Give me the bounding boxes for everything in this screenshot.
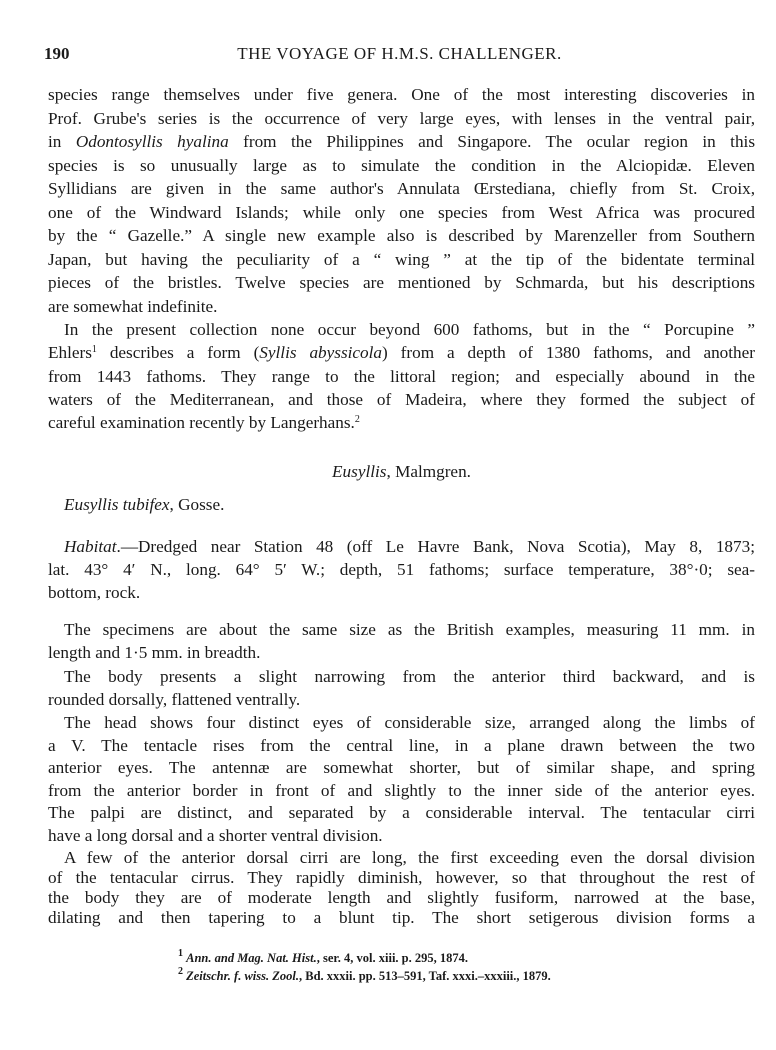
text-run: one of the Windward Islands; while only one species from West Africa was procured [48, 202, 755, 222]
text-line [48, 735, 755, 758]
text-run: rounded dorsally, flattened ventrally. [48, 689, 301, 709]
paragraph-habitat [48, 535, 755, 604]
text-run: anterior eyes. The antennæ are somewhat shorter, but of similar shape, and spring [48, 758, 755, 777]
paragraph-body [48, 666, 755, 711]
text-run: length and 1·5 mm. in breadth. [48, 642, 261, 662]
text-line [48, 581, 755, 604]
italic-text: Habitat [64, 537, 117, 556]
text-line [48, 460, 755, 483]
text-run: lat. 43° 4′ N., long. 64° 5′ W.; depth, 51 fathoms; surface temperature, 38°·0; sea- [48, 560, 755, 579]
text-run: The body presents a slight narrowing from the anterior third backward, and is [64, 667, 755, 686]
text-run: A few of the anterior dorsal cirri are long, the first exceeding even the dorsal division [64, 848, 755, 867]
text-line [48, 868, 755, 888]
text-line [48, 825, 755, 848]
italic-text: Zeitschr. f. wiss. Zool. [186, 969, 299, 983]
text-run: from the anterior border in front of and slightly to the inner side of the anterior eyes. [48, 780, 755, 800]
text-line [48, 341, 755, 364]
paragraph-intro [48, 83, 755, 318]
text-line [48, 780, 755, 803]
text-run: , ser. 4, vol. xiii. p. 295, 1874. [316, 951, 469, 965]
text-run: waters of the Mediterranean, and those of Madeira, where they formed the subject of [48, 389, 755, 409]
text-line [48, 201, 755, 225]
genus-heading [48, 460, 755, 483]
text-run: by the “ Gazelle.” A single new example also is described by Marenzeller from Southern [48, 226, 755, 245]
italic-text: Eusyllis [332, 462, 387, 481]
italic-text: Syllis abyssicola [259, 343, 383, 363]
footnote-marker: 2 [354, 414, 360, 426]
text-run: .—Dredged near Station 48 (off Le Havre Bank, Nova Scotia), May 8, 1873; [116, 537, 755, 556]
text-line [48, 666, 755, 689]
text-run: , Malmgren. [386, 462, 471, 481]
footnote [178, 949, 468, 967]
text-run: a V. The tentacle rises from the central line, in a plane drawn between the two [48, 735, 755, 755]
text-run: Syllidians are given in the same author's Annulata Œrstediana, chiefly from St. Croix, [48, 179, 755, 198]
footnote-marker: 2 [178, 966, 183, 977]
text-line [48, 107, 755, 131]
text-run: ) from a depth of 1380 fathoms, and another [382, 343, 755, 363]
text-run: The specimens are about the same size as the British examples, measuring 11 mm. in [64, 620, 755, 639]
text-line [48, 619, 755, 642]
text-line [48, 757, 755, 780]
text-line [48, 493, 755, 516]
text-run: species is so unusually large as to simulate the condition in the Alciopidæ. Eleven [48, 155, 755, 175]
text-run: , Bd. xxxii. pp. 513–591, Taf. xxxi.–xxxiii., 1879. [298, 969, 551, 983]
text-run: are somewhat indefinite. [48, 296, 218, 316]
paragraph-distribution [48, 318, 755, 434]
italic-text: Eusyllis tubifex [64, 495, 170, 514]
text-line [48, 271, 755, 295]
text-run: dilating and then tapering to a blunt tip. The short setigerous division forms a [48, 908, 755, 927]
text-line [48, 848, 755, 868]
running-title: THE VOYAGE OF H.M.S. CHALLENGER. [237, 44, 562, 63]
text-run: Prof. Grube's series is the occurrence of very large eyes, with lenses in the ventral pair, [48, 108, 755, 128]
italic-text: Odontosyllis hyalina [75, 132, 229, 151]
text-line [48, 888, 755, 908]
text-run: from 1443 fathoms. They range to the littoral region; and especially abound in the [48, 366, 755, 386]
italic-text: Ann. and Mag. Nat. Hist. [186, 951, 317, 965]
paragraph-head [48, 712, 755, 847]
text-run: pieces of the bristles. Twelve species are mentioned by Schmarda, but his descriptions [48, 273, 755, 292]
text-line [48, 411, 755, 434]
text-line [48, 388, 755, 411]
text-run: have a long dorsal and a shorter ventral division. [48, 825, 383, 845]
text-line [48, 248, 755, 272]
footnote-marker: 1 [91, 344, 97, 356]
text-run: The head shows four distinct eyes of considerable size, arranged along the limbs of [64, 713, 755, 732]
text-line [48, 908, 755, 928]
text-run: describes a form ( [96, 343, 260, 363]
paragraph-cirri [48, 848, 755, 928]
text-run: from the Philippines and Singapore. The ocular region in this [228, 132, 756, 151]
text-line [48, 558, 755, 581]
text-run: The palpi are distinct, and separated by a considerable interval. The tentacular cirri [48, 803, 755, 822]
text-line [48, 712, 755, 735]
page-number: 190 [44, 44, 70, 63]
text-run: bottom, rock. [48, 583, 141, 602]
text-run: species range themselves under five genera. One of the most interesting discoveries in [48, 85, 755, 104]
text-line [48, 295, 755, 319]
text-line [48, 365, 755, 388]
text-run: careful examination recently by Langerhans. [48, 413, 355, 433]
text-line [48, 83, 755, 107]
text-run: Japan, but having the peculiarity of a “ wing ” at the tip of the bidentate terminal [48, 249, 755, 269]
text-line [48, 318, 755, 341]
text-run: the body they are of moderate length and slightly fusiform, narrowed at the base, [48, 888, 755, 907]
running-header [44, 44, 755, 68]
species-heading [48, 493, 755, 516]
footnote-marker: 1 [178, 948, 183, 959]
text-line [48, 802, 755, 825]
text-run: In the present collection none occur beyond 600 fathoms, but in the “ Porcupine ” [64, 320, 755, 339]
text-run: , Gosse. [169, 495, 225, 514]
text-line [48, 642, 755, 665]
text-line [48, 177, 755, 201]
paragraph-specimens [48, 619, 755, 664]
text-line [48, 535, 755, 558]
text-line [48, 689, 755, 712]
text-line [48, 224, 755, 248]
text-line [48, 130, 755, 154]
text-run: Ehlers [48, 343, 92, 363]
text-run: in [48, 132, 76, 151]
text-line [48, 154, 755, 178]
text-run: of the tentacular cirrus. They rapidly diminish, however, so that throughout the rest of [48, 868, 755, 887]
footnote [178, 967, 551, 985]
